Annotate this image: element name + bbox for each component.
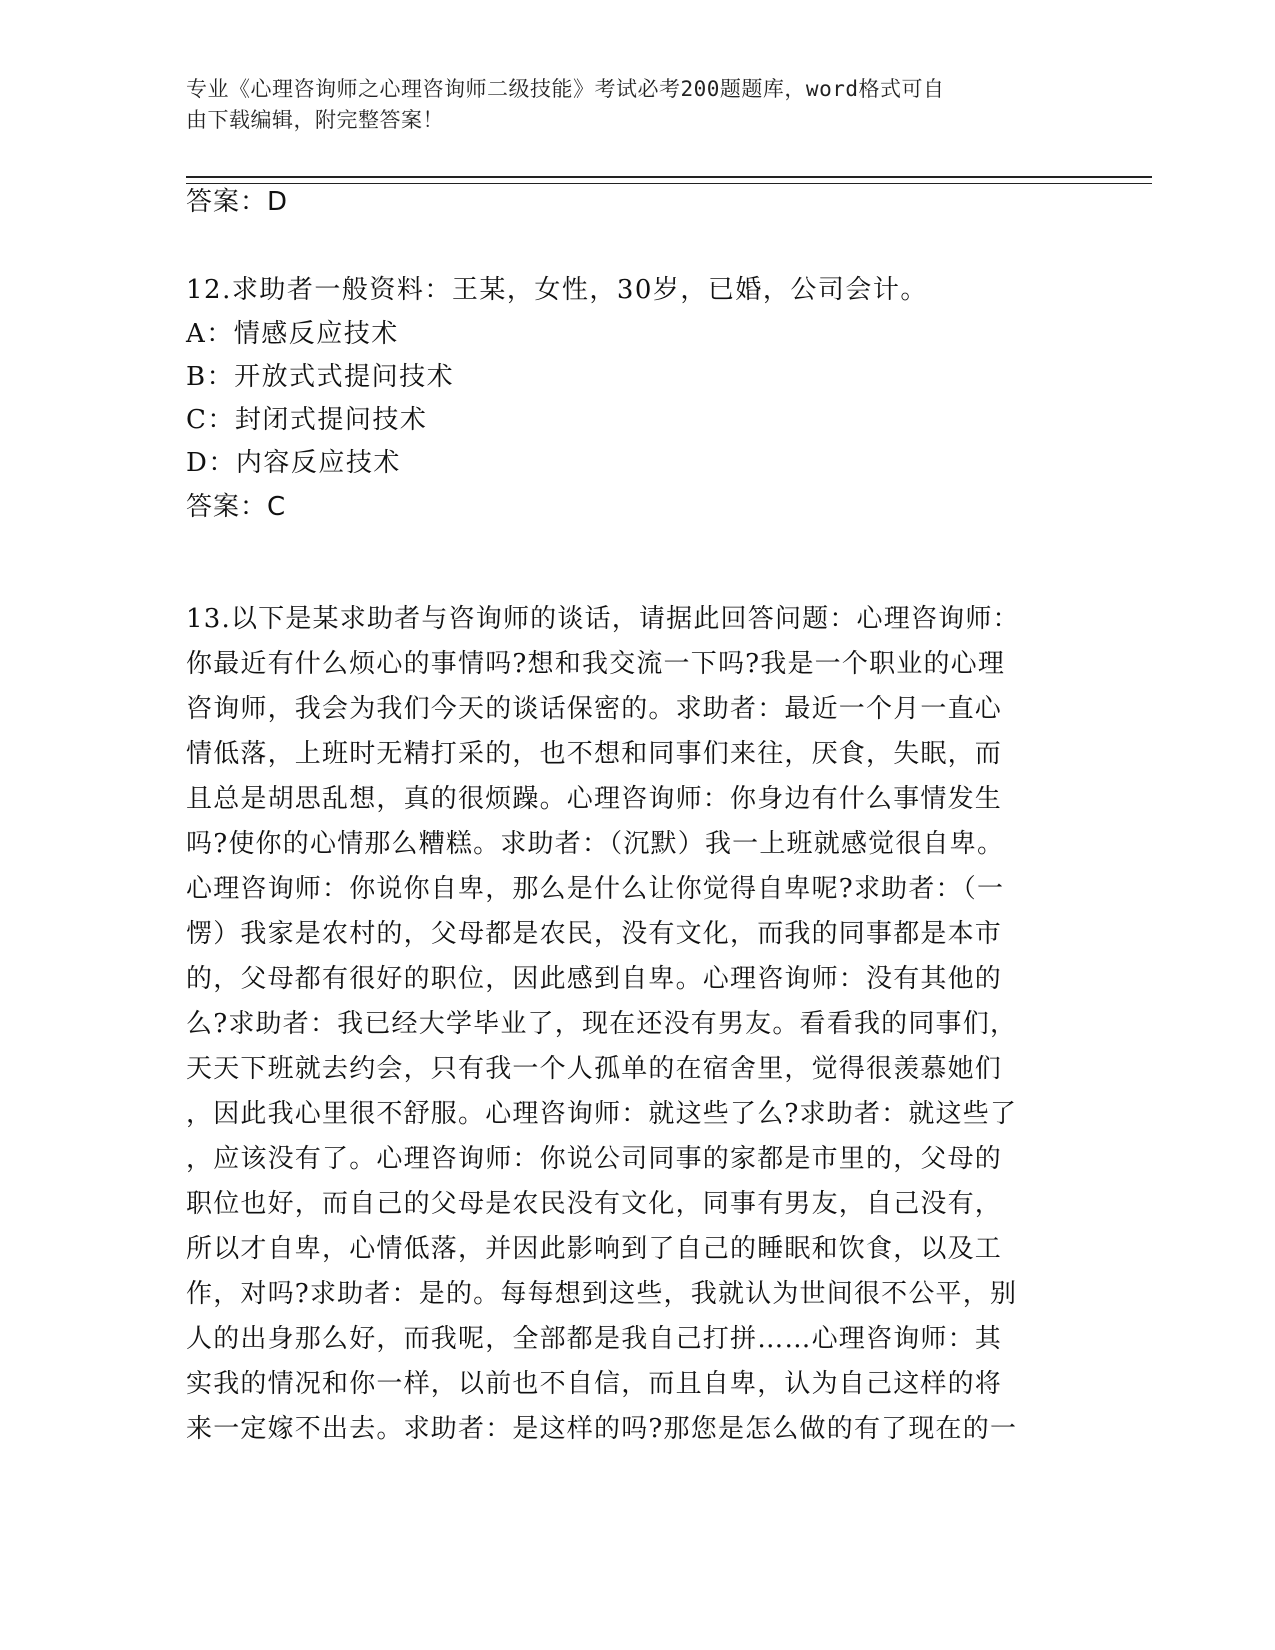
- passage-line: 情低落，上班时无精打采的，也不想和同事们来往，厌食，失眠，而: [186, 739, 1003, 769]
- passage-line: 心理咨询师：你说你自卑，那么是什么让你觉得自卑呢?求助者：（一: [186, 874, 1005, 904]
- passage-line: 吗?使你的心情那么糟糕。求助者：（沉默）我一上班就感觉很自卑。: [186, 829, 1005, 859]
- previous-answer: 答案：D: [186, 187, 289, 217]
- passage-line: 你最近有什么烦心的事情吗?想和我交流一下吗?我是一个职业的心理: [186, 649, 1006, 679]
- passage-line: 愣）我家是农村的，父母都是农民，没有文化，而我的同事都是本市: [186, 919, 1003, 949]
- header-divider-thin: [186, 183, 1152, 184]
- passage-line: 来一定嫁不出去。求助者：是这样的吗?那您是怎么做的有了现在的一: [186, 1414, 1018, 1444]
- passage-line: 作，对吗?求助者：是的。每每想到这些，我就认为世间很不公平，别: [186, 1279, 1018, 1309]
- header-divider-thick: [186, 176, 1152, 178]
- question-13-passage: [186, 597, 1066, 1452]
- document-header: [186, 74, 1066, 136]
- passage-line: 实我的情况和你一样，以前也不自信，而且自卑，认为自己这样的将: [186, 1369, 1003, 1399]
- passage-line: 么?求助者：我已经大学毕业了，现在还没有男友。看看我的同事们，: [186, 1009, 1018, 1039]
- passage-line: ，因此我心里很不舒服。心理咨询师：就这些了么?求助者：就这些了: [186, 1099, 1018, 1129]
- passage-line: 天天下班就去约会，只有我一个人孤单的在宿舍里，觉得很羡慕她们: [186, 1054, 1003, 1084]
- passage-line: 且总是胡思乱想，真的很烦躁。心理咨询师：你身边有什么事情发生: [186, 784, 1003, 814]
- passage-line: 咨询师，我会为我们今天的谈话保密的。求助者：最近一个月一直心: [186, 694, 1003, 724]
- passage-line: 所以才自卑，心情低落，并因此影响到了自己的睡眠和饮食，以及工: [186, 1234, 1003, 1264]
- question-12-stem: 12.求助者一般资料：王某，女性，30岁，已婚，公司会计。: [186, 275, 928, 305]
- passage-line: 职位也好，而自己的父母是农民没有文化，同事有男友，自己没有，: [186, 1189, 1003, 1219]
- header-line-2: 由下载编辑，附完整答案！: [186, 108, 444, 132]
- question-12-option-b: B：开放式式提问技术: [186, 362, 455, 392]
- passage-line: 13.以下是某求助者与咨询师的谈话，请据此回答问题：心理咨询师：: [186, 604, 1020, 634]
- question-12-answer: 答案：C: [186, 492, 287, 522]
- passage-line: 人的出身那么好，而我呢，全部都是我自己打拼……心理咨询师：其: [186, 1324, 1003, 1354]
- passage-line: ，应该没有了。心理咨询师：你说公司同事的家都是市里的，父母的: [186, 1144, 1003, 1174]
- passage-line: 的，父母都有很好的职位，因此感到自卑。心理咨询师：没有其他的: [186, 964, 1003, 994]
- question-12-option-c: C：封闭式提问技术: [186, 405, 428, 435]
- question-12-option-d: D：内容反应技术: [186, 448, 401, 478]
- header-line-1: 专业《心理咨询师之心理咨询师二级技能》考试必考200题题库，word格式可自: [186, 77, 945, 101]
- question-12-option-a: A：情感反应技术: [186, 319, 399, 349]
